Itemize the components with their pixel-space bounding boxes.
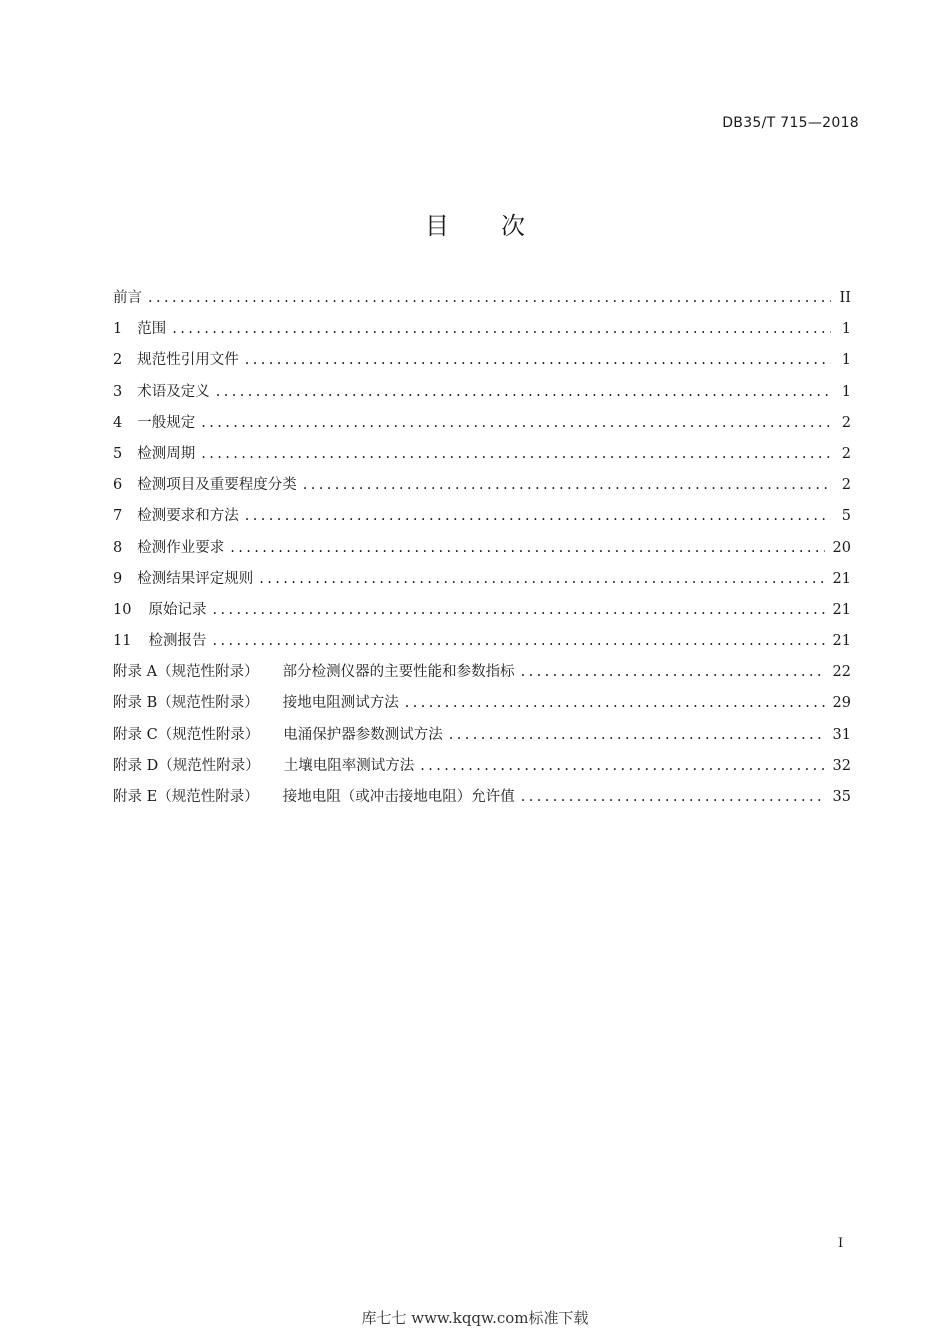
dot-leader (420, 753, 824, 779)
dot-leader (212, 628, 824, 654)
dot-leader (405, 690, 825, 716)
toc-entry[interactable] (113, 722, 851, 753)
toc-entry-number: 10 (113, 601, 132, 618)
toc-entry-label: 规范性引用文件 (137, 352, 239, 369)
toc-entry[interactable] (113, 285, 851, 316)
toc-entry[interactable] (113, 659, 851, 690)
toc-entry-label: 范围 (137, 321, 167, 338)
toc-entry-label: 附录 C（规范性附录） (113, 726, 260, 743)
document-code: DB35/T 715—2018 (722, 115, 859, 131)
toc-entry-number: 8 (113, 539, 123, 556)
toc-entry-page: 22 (832, 664, 851, 681)
toc-entry-title (113, 597, 206, 623)
toc-entry[interactable] (113, 784, 851, 815)
dot-leader (201, 441, 831, 467)
toc-entry-number: 5 (113, 445, 123, 462)
toc-entry-number: 9 (113, 570, 123, 587)
toc-entry[interactable] (113, 441, 851, 472)
dot-leader (216, 379, 831, 405)
dot-leader (148, 285, 831, 311)
toc-entry-annex-title: 接地电阻测试方法 (282, 695, 399, 712)
toc-entry[interactable] (113, 472, 851, 503)
toc-entry[interactable] (113, 597, 851, 628)
toc-entry-label: 附录 E（规范性附录） (113, 789, 259, 805)
toc-entry-number: 6 (113, 477, 123, 494)
toc-entry-title (113, 347, 239, 373)
dot-leader (521, 784, 825, 810)
toc-entry-number: 7 (113, 508, 123, 525)
toc-entry-title (113, 566, 253, 592)
toc-entry-page: 1 (841, 383, 851, 400)
toc-entry-number: 11 (113, 633, 132, 650)
footer-watermark: 库七七 www.kqqw.com标准下载 (361, 1309, 589, 1327)
toc-entry-page: 35 (832, 789, 851, 805)
toc-entry-number: 3 (113, 383, 123, 400)
toc-entry-title (113, 410, 195, 436)
toc-entry[interactable] (113, 379, 851, 410)
dot-leader (212, 597, 824, 623)
toc-entry-label: 术语及定义 (137, 383, 210, 400)
toc-entry-label: 检测周期 (137, 445, 196, 462)
dot-leader (245, 503, 831, 529)
toc-entry-annex-title: 接地电阻（或冲击接地电阻）允许值 (282, 789, 515, 805)
toc-entry-number: 4 (113, 414, 123, 431)
toc-entry-label: 前言 (113, 290, 142, 306)
toc-entry[interactable] (113, 566, 851, 597)
toc-entry-label: 原始记录 (148, 601, 207, 618)
dot-leader (449, 722, 825, 748)
table-of-contents (113, 285, 851, 815)
toc-entry[interactable] (113, 535, 851, 566)
dot-leader (303, 472, 831, 498)
dot-leader (201, 410, 831, 436)
toc-entry[interactable] (113, 410, 851, 441)
toc-entry[interactable] (113, 316, 851, 347)
dot-leader (245, 347, 831, 373)
toc-entry-annex-title: 土壤电阻率测试方法 (283, 757, 415, 774)
toc-entry-title (113, 784, 515, 810)
toc-entry-annex-title: 部分检测仪器的主要性能和参数指标 (282, 664, 515, 681)
toc-entry-label: 附录 A（规范性附录） (113, 664, 259, 681)
toc-entry-annex-title: 电涌保护器参数测试方法 (283, 726, 443, 743)
toc-entry-title (113, 285, 142, 311)
toc-entry[interactable] (113, 347, 851, 378)
toc-entry-title (113, 535, 224, 561)
toc-entry-label: 一般规定 (137, 414, 196, 431)
toc-entry-page: 21 (832, 633, 851, 650)
toc-entry-title (113, 472, 297, 498)
toc-entry-page: 5 (841, 508, 851, 525)
dot-leader (172, 316, 831, 342)
toc-entry-number: 2 (113, 352, 123, 369)
toc-entry-page: 20 (832, 539, 851, 556)
toc-entry-label: 检测结果评定规则 (137, 570, 254, 587)
toc-entry-label: 附录 D（规范性附录） (113, 757, 260, 774)
toc-entry-page: 2 (841, 445, 851, 462)
toc-entry[interactable] (113, 503, 851, 534)
page-title: 目次 (425, 212, 577, 240)
toc-entry-label: 附录 B（规范性附录） (113, 695, 259, 712)
toc-entry-page: 2 (841, 414, 851, 431)
toc-entry-label: 检测项目及重要程度分类 (137, 477, 297, 494)
toc-entry-label: 检测要求和方法 (137, 508, 239, 525)
toc-entry-title (113, 316, 166, 342)
toc-entry-title (113, 659, 515, 685)
toc-entry[interactable] (113, 690, 851, 721)
toc-entry-title (113, 722, 443, 748)
toc-entry-page: 31 (832, 726, 851, 743)
toc-entry-label: 检测报告 (148, 633, 207, 650)
toc-entry-title (113, 441, 195, 467)
toc-entry-label: 检测作业要求 (137, 539, 225, 556)
toc-entry-title (113, 628, 206, 654)
dot-leader (259, 566, 824, 592)
toc-entry[interactable] (113, 753, 851, 784)
toc-entry-page: 21 (832, 601, 851, 618)
toc-entry[interactable] (113, 628, 851, 659)
toc-entry-page: 29 (832, 695, 851, 712)
toc-entry-number: 1 (113, 321, 123, 338)
toc-entry-page: 1 (841, 352, 851, 369)
toc-entry-page: 32 (832, 757, 851, 774)
page-number: I (838, 1236, 844, 1251)
toc-entry-page: 21 (832, 570, 851, 587)
dot-leader (521, 659, 825, 685)
toc-entry-title (113, 753, 414, 779)
toc-entry-page: II (839, 290, 851, 306)
toc-entry-title (113, 503, 239, 529)
dot-leader (230, 535, 824, 561)
toc-entry-title (113, 379, 210, 405)
toc-entry-page: 1 (841, 321, 851, 338)
toc-entry-page: 2 (841, 477, 851, 494)
toc-entry-title (113, 690, 399, 716)
